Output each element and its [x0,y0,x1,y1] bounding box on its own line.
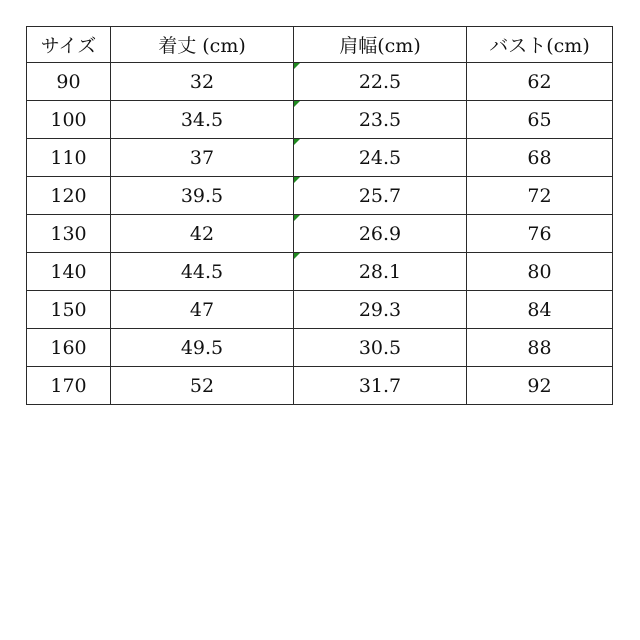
header-length: 着丈 (cm) [111,27,294,63]
table-row [27,101,613,139]
cell-bust: 68 [467,139,613,177]
table-row [27,63,613,101]
cell-shoulder-width: 24.5 [294,139,467,177]
cell-length: 44.5 [111,253,294,291]
cell-bust: 92 [467,367,613,405]
header-size: サイズ [27,27,111,63]
cell-size: 90 [27,63,111,101]
cell-shoulder-width: 31.7 [294,367,467,405]
cell-size: 100 [27,101,111,139]
table-row [27,253,613,291]
cell-bust: 80 [467,253,613,291]
cell-length: 42 [111,215,294,253]
table-row [27,139,613,177]
cell-bust: 76 [467,215,613,253]
table-row [27,367,613,405]
cell-bust: 88 [467,329,613,367]
cell-size: 150 [27,291,111,329]
cell-size: 110 [27,139,111,177]
cell-size: 130 [27,215,111,253]
cell-shoulder-width: 29.3 [294,291,467,329]
cell-shoulder-width: 25.7 [294,177,467,215]
header-bust: バスト(cm) [467,27,613,63]
cell-shoulder-width: 30.5 [294,329,467,367]
cell-length: 34.5 [111,101,294,139]
table-body [27,63,613,405]
cell-bust: 84 [467,291,613,329]
cell-length: 32 [111,63,294,101]
cell-size: 160 [27,329,111,367]
table-row [27,177,613,215]
size-chart-table [26,26,613,405]
cell-shoulder-width: 22.5 [294,63,467,101]
cell-bust: 65 [467,101,613,139]
cell-bust: 72 [467,177,613,215]
cell-length: 47 [111,291,294,329]
cell-length: 39.5 [111,177,294,215]
cell-bust: 62 [467,63,613,101]
cell-shoulder-width: 26.9 [294,215,467,253]
cell-length: 37 [111,139,294,177]
cell-size: 170 [27,367,111,405]
header-shoulder-width: 肩幅(cm) [294,27,467,63]
cell-size: 120 [27,177,111,215]
table-row [27,215,613,253]
cell-shoulder-width: 23.5 [294,101,467,139]
cell-length: 49.5 [111,329,294,367]
cell-length: 52 [111,367,294,405]
table-row [27,291,613,329]
cell-shoulder-width: 28.1 [294,253,467,291]
table-header-row [27,27,613,63]
table-row [27,329,613,367]
cell-size: 140 [27,253,111,291]
